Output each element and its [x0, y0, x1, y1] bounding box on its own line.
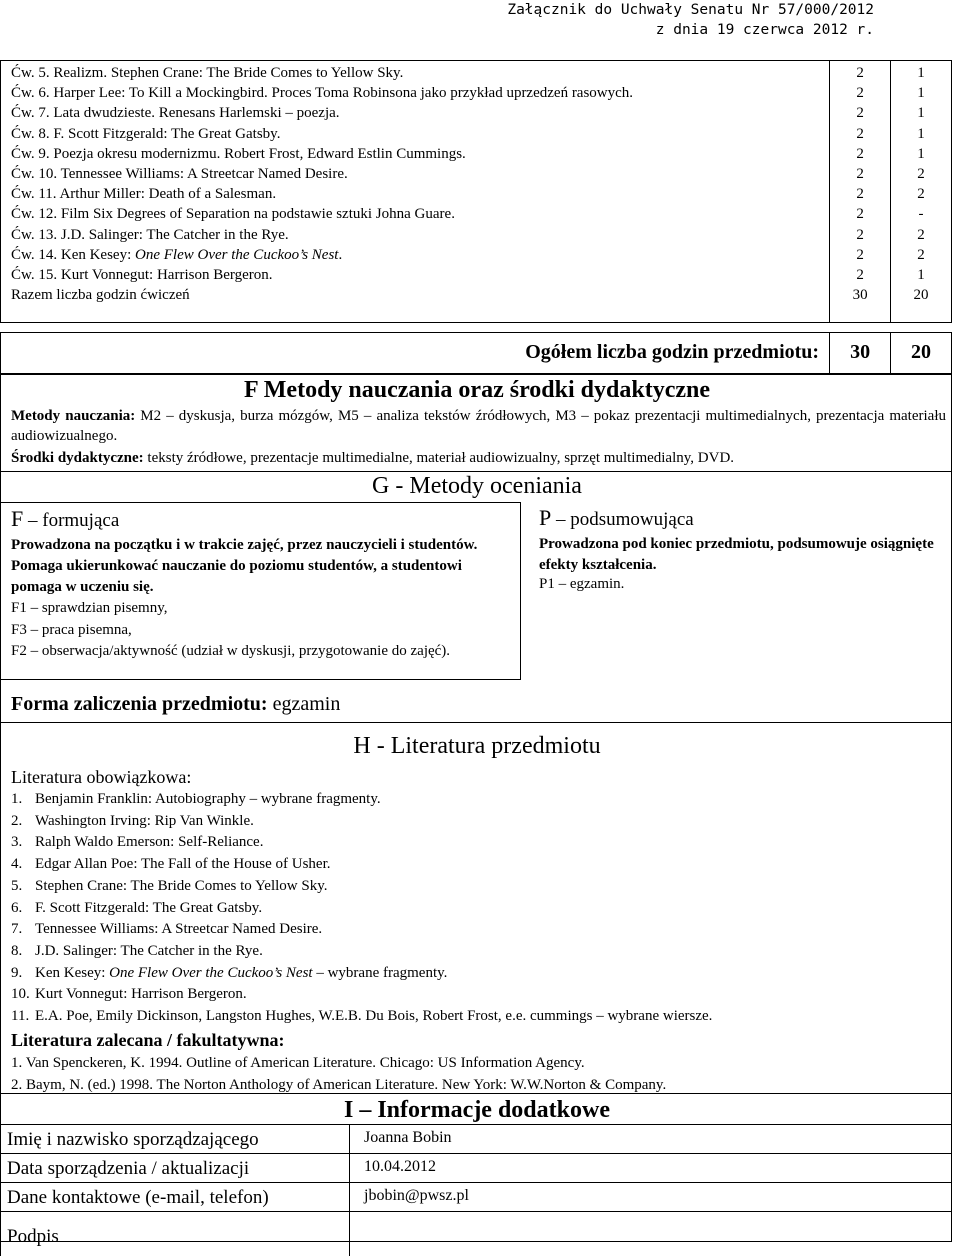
list-item: [11, 898, 941, 920]
list-text: F. Scott Fitzgerald: The Great Gatsby.: [35, 899, 263, 916]
list-item: [11, 1006, 941, 1028]
summative-box: [529, 502, 951, 612]
hours-b: 2: [917, 226, 925, 243]
list-item: [11, 876, 941, 898]
header-line-1: Załącznik do Uchwały Senatu Nr 57/000/2012: [507, 2, 874, 18]
list-text: Tennessee Williams: A Streetcar Named Desire.: [35, 921, 323, 938]
teaching-methods: [11, 406, 946, 446]
list-number: 4.: [11, 856, 23, 873]
pass-form-label: Forma zaliczenia przedmiotu:: [11, 693, 268, 715]
list-text: Washington Irving: Rip Van Winkle.: [35, 812, 254, 829]
summative-description: Prowadzona pod koniec przedmiotu, podsumowuje osiągnięte efekty kształcenia.: [539, 536, 934, 573]
formative-methods: [11, 598, 511, 663]
list-item: 2. Baym, N. (ed.) 1998. The Norton Anthology of American Literature. New York: W.W.Norton & Company.: [11, 1076, 667, 1093]
hours-b: 2: [917, 166, 925, 183]
summative-method-item: P1 – egzamin.: [539, 576, 625, 592]
hours-a: 2: [856, 105, 864, 122]
exercise-topic-text: .: [338, 246, 343, 263]
table-row: [1, 1125, 953, 1154]
section-f-title: F Metody nauczania oraz środki dydaktyczne: [244, 377, 710, 403]
teaching-methods-label: Metody nauczania:: [11, 408, 136, 424]
list-item: [11, 832, 941, 854]
total-hours-row: [1, 333, 952, 374]
exercise-topic: Ćw. 6. Harper Lee: To Kill a Mockingbird. Proces Toma Robinsona jako przykład uprzedzeń rasowych.: [11, 85, 634, 102]
formative-method-item: F2 – obserwacja/aktywność (udział w dyskusji, przygotowanie do zajęć).: [11, 643, 451, 659]
info-label: Data sporządzenia / aktualizacji: [1, 1154, 350, 1183]
formative-box: [1, 502, 521, 680]
section-h-title: H - Literatura przedmiotu: [353, 733, 601, 759]
exercises-table: [0, 60, 952, 323]
info-label: Podpis: [1, 1212, 350, 1256]
hours-a: 2: [856, 145, 864, 162]
list-item: 1. Van Spenckeren, K. 1994. Outline of American Literature. Chicago: US Information Agency.: [11, 1055, 585, 1071]
teaching-means: [11, 448, 946, 468]
exercise-topic: Ćw. 7. Lata dwudzieste. Renesans Harlemski – poezja.: [11, 105, 340, 122]
list-number: 5.: [11, 877, 23, 894]
hours-a: 2: [856, 226, 864, 243]
formative-method-item: F3 – praca pisemna,: [11, 621, 132, 638]
hours-b: 1: [917, 125, 925, 142]
section-divider: [0, 722, 952, 723]
total-hours-table: [0, 332, 952, 374]
list-item: [11, 811, 941, 833]
pass-form: [11, 693, 340, 716]
exercise-topic: Ćw. 13. J.D. Salinger: The Catcher in the Rye.: [11, 226, 289, 243]
list-text: [35, 963, 447, 985]
hours-a: 2: [856, 85, 864, 102]
section-divider: [0, 1093, 952, 1094]
summative-title: [539, 505, 694, 531]
list-text: Ralph Waldo Emerson: Self-Reliance.: [35, 834, 264, 851]
hours-b: 2: [917, 246, 925, 263]
list-number: 7.: [11, 921, 23, 938]
exercise-topic: Ćw. 11. Arthur Miller: Death of a Salesman.: [11, 186, 277, 203]
formative-label: – formująca: [23, 510, 120, 531]
info-value: Joanna Bobin: [350, 1125, 953, 1154]
hours-b-total: 20: [913, 287, 929, 304]
formative-letter: F: [11, 506, 24, 531]
list-text: Edgar Allan Poe: The Fall of the House of Usher.: [35, 856, 331, 873]
exercise-topic: Ćw. 5. Realizm. Stephen Crane: The Bride Comes to Yellow Sky.: [11, 65, 404, 81]
list-text-part: – wybrane fragmenty.: [312, 964, 448, 981]
exercise-topic-text: Ćw. 14. Ken Kesey:: [11, 246, 136, 263]
exercise-topic: [11, 245, 825, 265]
hours-a-total: 30: [852, 287, 868, 304]
formative-description: Prowadzona na początku i w trakcie zajęć, przez nauczycieli i studentów. Pomaga ukierunkować nauczanie do poziomu studentów, a studentowi pomaga w uczeniu się.: [11, 537, 478, 595]
section-divider: [0, 471, 952, 472]
exercise-total-label: Razem liczba godzin ćwiczeń: [11, 287, 190, 304]
hours-b-cell: [891, 61, 952, 323]
total-hours-label: Ogółem liczba godzin przedmiotu:: [1, 333, 830, 374]
list-number: 3.: [11, 834, 23, 851]
hours-b: 1: [917, 105, 925, 122]
total-hours-a: 30: [830, 333, 891, 374]
list-text: Kurt Vonnegut: Harrison Bergeron.: [35, 986, 247, 1003]
hours-a: 2: [856, 206, 864, 223]
list-item: [11, 963, 941, 985]
hours-b: 1: [917, 65, 925, 81]
exercise-topic-italic: One Flew Over the Cuckoo’s Nest: [135, 246, 339, 263]
document-header: [507, 0, 874, 40]
exercise-topic: Ćw. 8. F. Scott Fitzgerald: The Great Gatsby.: [11, 125, 281, 142]
table-row: [1, 1154, 953, 1183]
list-number: 9.: [11, 964, 23, 981]
list-item: [11, 941, 941, 963]
list-number: 10.: [11, 986, 30, 1003]
header-line-2: z dnia 19 czerwca 2012 r.: [655, 22, 874, 38]
section-g-title: G - Metody oceniania: [372, 473, 582, 499]
list-text-part: Ken Kesey:: [35, 964, 110, 981]
formative-method-item: F1 – sprawdzian pisemny,: [11, 600, 168, 616]
summative-letter: P: [539, 505, 552, 530]
exercise-topic: Ćw. 12. Film Six Degrees of Separation na podstawie sztuki Johna Guare.: [11, 206, 455, 223]
formative-title: [11, 506, 119, 532]
exercise-topic: Ćw. 10. Tennessee Williams: A Streetcar Named Desire.: [11, 166, 348, 183]
hours-a: 2: [856, 186, 864, 203]
teaching-means-label: Środki dydaktyczne:: [11, 450, 144, 466]
exercises-row: [1, 61, 952, 323]
exercise-topic: Ćw. 15. Kurt Vonnegut: Harrison Bergeron.: [11, 267, 273, 284]
list-item: [11, 854, 941, 876]
list-text: Benjamin Franklin: Autobiography – wybrane fragmenty.: [35, 791, 381, 807]
summative-label: – podsumowująca: [551, 509, 694, 530]
list-text: Stephen Crane: The Bride Comes to Yellow Sky.: [35, 877, 328, 894]
info-label: Dane kontaktowe (e-mail, telefon): [1, 1183, 350, 1212]
hours-a: 2: [856, 267, 864, 284]
list-number: 8.: [11, 942, 23, 959]
hours-b: 1: [917, 85, 925, 102]
table-row: [1, 1183, 953, 1212]
list-item: [11, 919, 941, 941]
teaching-methods-text: M2 – dyskusja, burza mózgów, M5 – analiza tekstów źródłowych, M3 – pokaz prezentacji multimedialnych, prezentacja materiału audiowizualnego.: [11, 408, 946, 444]
info-table: [0, 1124, 952, 1256]
list-text: J.D. Salinger: The Catcher in the Rye.: [35, 942, 263, 959]
optional-literature-label: Literatura zalecana / fakultatywna:: [11, 1030, 285, 1050]
list-number: 1.: [11, 791, 23, 807]
hours-b: -: [918, 206, 924, 223]
required-literature-label: Literatura obowiązkowa:: [11, 767, 192, 787]
info-value: [350, 1212, 953, 1256]
pass-form-value: egzamin: [267, 693, 341, 715]
hours-b: 1: [917, 145, 925, 162]
hours-a: 2: [856, 166, 864, 183]
info-value: jbobin@pwsz.pl: [350, 1183, 953, 1212]
exercise-topic: Ćw. 9. Poezja okresu modernizmu. Robert Frost, Edward Estlin Cummings.: [11, 145, 466, 162]
exercises-topics-cell: [1, 61, 830, 323]
list-text: E.A. Poe, Emily Dickinson, Langston Hughes, W.E.B. Du Bois, Robert Frost, e.e. cummings – wybrane wiersze.: [35, 1008, 713, 1025]
hours-a-cell: [830, 61, 891, 323]
required-literature-list: [11, 789, 941, 1028]
teaching-means-text: teksty źródłowe, prezentacje multimedialne, materiał audiowizualny, sprzęt multimedialny, DVD.: [143, 450, 735, 466]
hours-a: 2: [856, 65, 864, 81]
list-number: 11.: [11, 1008, 30, 1025]
section-i-title: I – Informacje dodatkowe: [344, 1097, 610, 1123]
total-hours-b: 20: [891, 333, 952, 374]
hours-a: 2: [856, 125, 864, 142]
list-item: [11, 789, 941, 811]
list-text-italic: One Flew Over the Cuckoo’s Nest: [109, 964, 313, 981]
sections-box: [0, 374, 952, 1247]
list-number: 6.: [11, 899, 23, 916]
list-item: [11, 984, 941, 1006]
optional-literature-list: [11, 1053, 941, 1096]
info-label: Imię i nazwisko sporządzającego: [1, 1125, 350, 1154]
hours-b: 1: [917, 267, 925, 284]
info-value: 10.04.2012: [350, 1154, 953, 1183]
list-number: 2.: [11, 812, 23, 829]
table-row: [1, 1212, 953, 1256]
hours-b: 2: [917, 186, 925, 203]
hours-a: 2: [856, 246, 864, 263]
